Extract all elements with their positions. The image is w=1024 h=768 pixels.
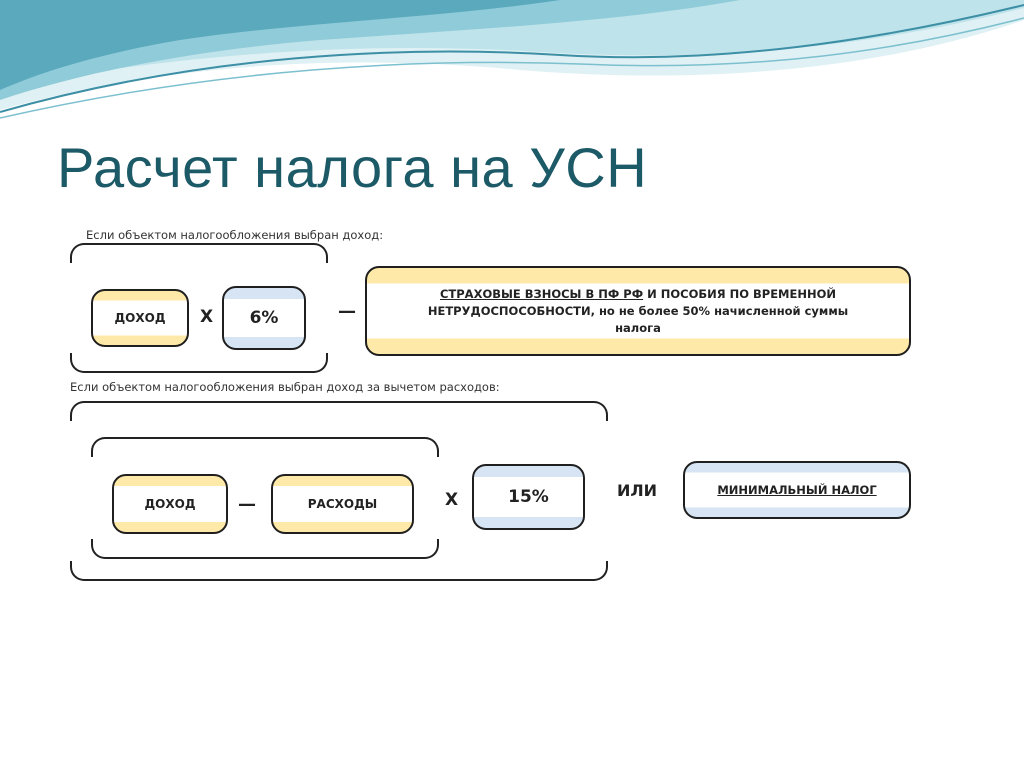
inner-bracket-bottom (91, 539, 439, 559)
insurance-contributions-box (365, 266, 911, 356)
income-box-2: ДОХОД (112, 474, 228, 534)
caption-income-minus-expenses: Если объектом налогообложения выбран доход за вычетом расходов: (66, 380, 504, 394)
expenses-box: РАСХОДЫ (271, 474, 414, 534)
group-bracket-top (70, 243, 328, 263)
inner-bracket-top (91, 437, 439, 457)
multiply-sign: Х (200, 307, 214, 327)
income-box: ДОХОД (91, 289, 189, 347)
caption-income: Если объектом налогообложения выбран доход: (82, 228, 387, 242)
minimum-tax-box: МИНИМАЛЬНЫЙ НАЛОГ (683, 461, 911, 519)
header-wave-decoration (0, 0, 1024, 130)
slide-title: Расчет налога на УСН (57, 136, 648, 199)
or-label: ИЛИ (617, 481, 658, 500)
outer-bracket-top (70, 401, 608, 421)
rate-box-15: 15% (472, 464, 585, 530)
insurance-contributions-rest: И ПОСОБИЯ ПО ВРЕМЕННОЙ НЕТРУДОСПОСОБНОСТИ, но не более 50% начисленной суммы налога (427, 286, 849, 335)
group-bracket-bottom (70, 353, 328, 373)
multiply-sign-2: Х (445, 490, 459, 510)
outer-bracket-bottom (70, 561, 608, 581)
rate-box-6: 6% (222, 286, 306, 350)
minus-sign-2: — (238, 494, 256, 515)
minus-sign: — (338, 301, 356, 322)
insurance-contributions-underlined: СТРАХОВЫЕ ВЗНОСЫ В ПФ РФ (439, 286, 644, 301)
